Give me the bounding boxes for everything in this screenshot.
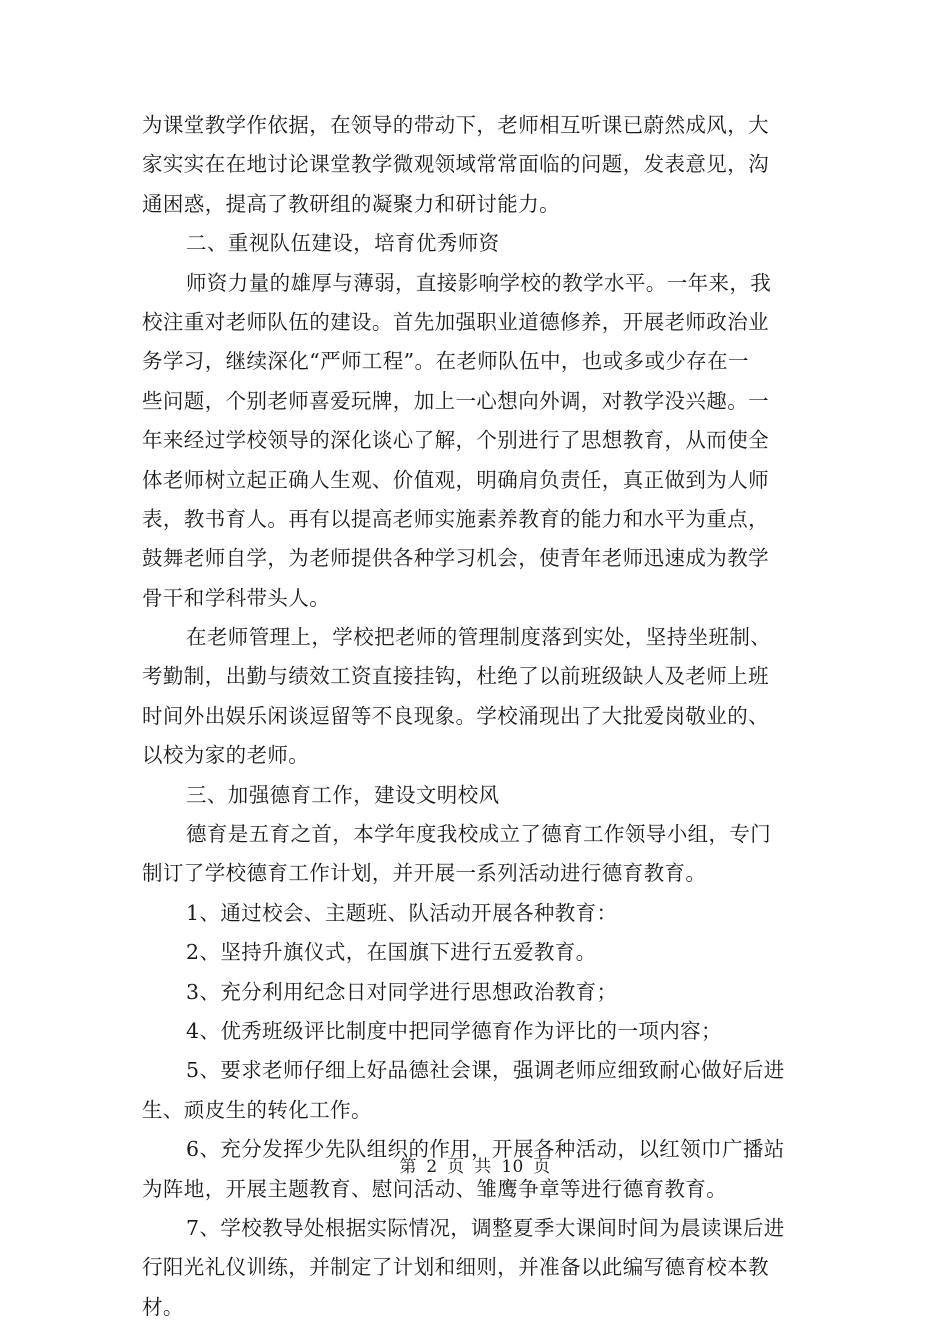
paragraph-line: 以校为家的老师。 [142, 743, 310, 768]
paragraph-line: 体老师树立起正确人生观、价值观，明确肩负责任，真正做到为人师 [142, 467, 769, 492]
list-item: 2、坚持升旗仪式，在国旗下进行五爱教育。 [186, 940, 597, 965]
paragraph-line: 校注重对老师队伍的建设。首先加强职业道德修养，开展老师政治业 [142, 309, 769, 334]
footer-prefix: 第 [399, 1157, 417, 1177]
list-item-continuation: 生、顽皮生的转化工作。 [142, 1097, 372, 1122]
list-item-continuation: 为阵地，开展主题教育、慰问活动、雏鹰争章等进行德育教育。 [142, 1176, 728, 1201]
section-heading: 三、加强德育工作，建设文明校风 [186, 782, 500, 807]
paragraph-line: 务学习，继续深化“严师工程”。在老师队伍中，也或多或少存在一 [142, 349, 749, 374]
paragraph-line: 表，教书育人。再有以提高老师实施素养教育的能力和水平为重点， [142, 506, 769, 531]
paragraph-line: 家实实在在地讨论课堂教学微观领域常常面临的问题，发表意见，沟 [142, 152, 769, 177]
list-item: 4、优秀班级评比制度中把同学德育作为评比的一项内容； [186, 1018, 722, 1043]
paragraph-line: 骨干和学科带头人。 [142, 585, 331, 610]
list-item: 5、要求老师仔细上好品德社会课，强调老师应细致耐心做好后进 [186, 1058, 785, 1083]
current-page-number: 2 [426, 1157, 438, 1177]
paragraph-line: 德育是五育之首，本学年度我校成立了德育工作领导小组，专门 [186, 822, 772, 847]
paragraph-line: 年来经过学校领导的深化谈心了解，个别进行了思想教育，从而使全 [142, 428, 769, 453]
list-item-continuation: 行阳光礼仪训练，并制定了计划和细则，并准备以此编写德育校本教 [142, 1255, 769, 1280]
footer-total-word: 共 [474, 1157, 492, 1177]
section-heading: 二、重视队伍建设，培育优秀师资 [186, 231, 500, 256]
list-item: 6、充分发挥少先队组织的作用，开展各种活动，以红领巾广播站 [186, 1137, 785, 1162]
paragraph-line: 鼓舞老师自学，为老师提供各种学习机会，使青年老师迅速成为教学 [142, 546, 769, 571]
paragraph-line: 些问题，个别老师喜爱玩牌，加上一心想向外调，对教学没兴趣。一 [142, 388, 769, 413]
total-pages-number: 10 [501, 1157, 524, 1177]
list-item: 7、学校教导处根据实际情况，调整夏季大课间时间为晨读课后进 [186, 1215, 785, 1240]
list-item: 3、充分利用纪念日对同学进行思想政治教育； [186, 979, 618, 1004]
footer-page-word: 页 [447, 1157, 465, 1177]
paragraph-line: 通困惑，提高了教研组的凝聚力和研讨能力。 [142, 191, 560, 216]
footer-suffix: 页 [533, 1157, 551, 1177]
paragraph-line: 制订了学校德育工作计划，并开展一系列活动进行德育教育。 [142, 861, 707, 886]
list-item-continuation: 材。 [142, 1294, 184, 1319]
paragraph-line: 为课堂教学作依据，在领导的带动下，老师相互听课已蔚然成风，大 [142, 113, 769, 137]
paragraph-line: 时间外出娱乐闲谈逗留等不良现象。学校涌现出了大批爱岗敬业的、 [142, 703, 769, 728]
paragraph-line: 在老师管理上，学校把老师的管理制度落到实处，坚持坐班制、 [186, 625, 772, 650]
paragraph-line: 考勤制，出勤与绩效工资直接挂钩，杜绝了以前班级缺人及老师上班 [142, 664, 769, 689]
page-footer [0, 1152, 950, 1177]
list-item: 1、通过校会、主题班、队活动开展各种教育： [186, 900, 618, 925]
document-body [142, 106, 810, 1327]
paragraph-line: 师资力量的雄厚与薄弱，直接影响学校的教学水平。一年来，我 [186, 270, 772, 295]
